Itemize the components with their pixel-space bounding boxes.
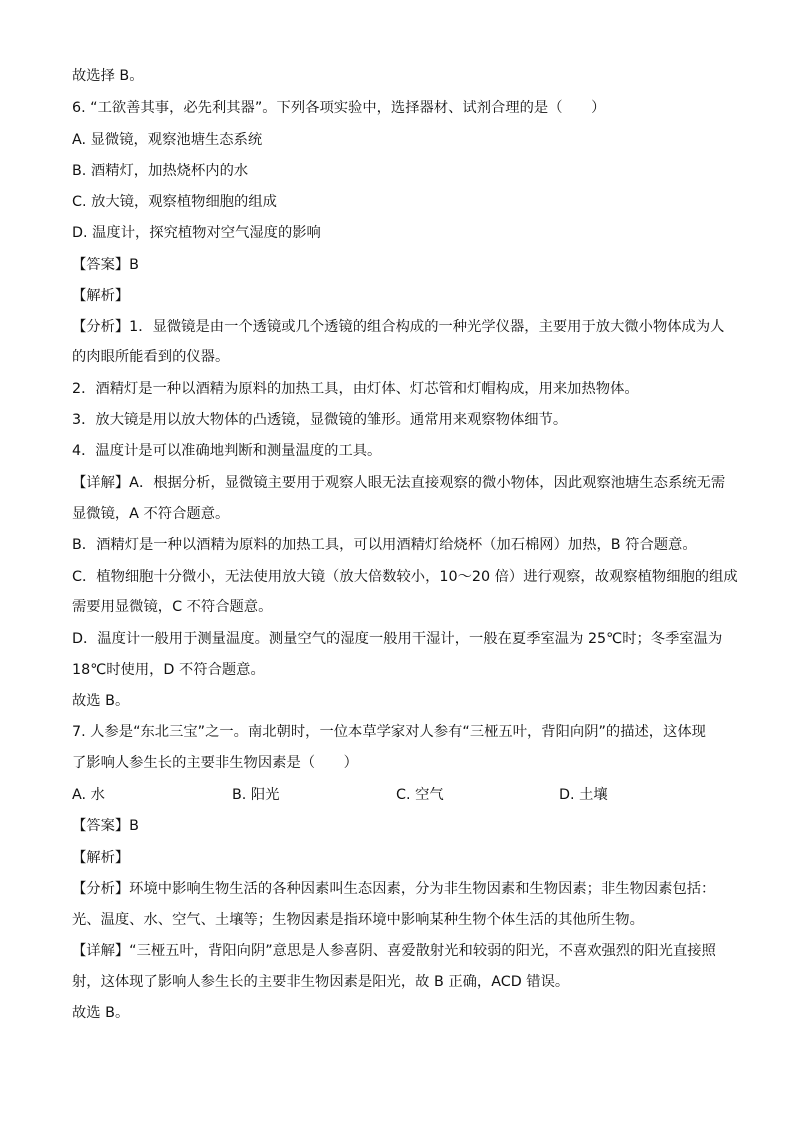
answer-label: 【答案】B <box>72 257 139 273</box>
detail-text: 射，这体现了影响人参生长的主要非生物因素是阳光，故 B 正确，ACD 错误。 <box>72 974 570 990</box>
conclusion-line: 故选 B。 <box>72 1005 130 1021</box>
detail-text: C．植物细胞十分微小，无法使用放大镜（放大倍数较小，10～20 倍）进行观察，故观察植物细胞的组成 <box>72 569 738 585</box>
analysis-label: 【解析】 <box>72 850 130 866</box>
question-7-option-c: C. 空气 <box>396 787 444 803</box>
question-7-option-d: D. 土壤 <box>559 787 608 803</box>
analysis-text: 【分析】1．显微镜是由一个透镜或几个透镜的组合构成的一种光学仪器，主要用于放大微小物体成为人 <box>72 319 725 335</box>
question-6-stem: 6. “工欲善其事，必先利其器”。下列各项实验中，选择器材、试剂合理的是（ ） <box>72 100 606 116</box>
detail-text: B．酒精灯是一种以酒精为原料的加热工具，可以用酒精灯给烧杯（加石棉网）加热，B 符合题意。 <box>72 537 697 553</box>
detail-text: D．温度计一般用于测量温度。测量空气的湿度一般用干湿计，一般在夏季室温为 25℃时；冬季室温为 <box>72 631 723 647</box>
detail-text: 【详解】“三桠五叶，背阳向阴”意思是人参喜阴、喜爱散射光和较弱的阳光，不喜欢强烈的阳光直接照 <box>72 943 716 959</box>
analysis-text: 【分析】环境中影响生物生活的各种因素叫生态因素，分为非生物因素和生物因素；非生物因素包括： <box>72 881 716 897</box>
detail-text: 18℃时使用，D 不符合题意。 <box>72 662 265 678</box>
detail-text: 【详解】A．根据分析，显微镜主要用于观察人眼无法直接观察的微小物体，因此观察池塘生态系统无需 <box>72 475 726 491</box>
detail-text: 显微镜，A 不符合题意。 <box>72 506 230 522</box>
question-7-options <box>72 785 722 805</box>
question-7-option-a: A. 水 <box>72 787 105 803</box>
analysis-text: 4．温度计是可以准确地判断和测量温度的工具。 <box>72 443 382 459</box>
detail-text: 需要用显微镜，C 不符合题意。 <box>72 599 273 615</box>
question-6-option-d: D. 温度计，探究植物对空气湿度的影响 <box>72 225 321 241</box>
question-6-option-a: A. 显微镜，观察池塘生态系统 <box>72 132 263 148</box>
question-6-option-c: C. 放大镜，观察植物细胞的组成 <box>72 194 277 210</box>
question-6-option-b: B. 酒精灯，加热烧杯内的水 <box>72 163 249 179</box>
question-7-option-b: B. 阳光 <box>232 787 280 803</box>
analysis-text: 的肉眼所能看到的仪器。 <box>72 349 230 365</box>
analysis-text: 光、温度、水、空气、土壤等；生物因素是指环境中影响某种生物个体生活的其他所生物。 <box>72 912 644 928</box>
analysis-label: 【解析】 <box>72 288 130 304</box>
analysis-text: 2．酒精灯是一种以酒精为原料的加热工具，由灯体、灯芯管和灯帽构成，用来加热物体。 <box>72 381 639 397</box>
question-7-stem: 7. 人参是“东北三宝”之一。南北朝时，一位本草学家对人参有“三桠五叶，背阳向阴”的描述，这体现 <box>72 724 706 740</box>
analysis-text: 3．放大镜是用以放大物体的凸透镜，显微镜的雏形。通常用来观察物体细节。 <box>72 412 568 428</box>
question-7-stem: 了影响人参生长的主要非生物因素是（ ） <box>72 755 358 771</box>
conclusion-line: 故选择 B。 <box>72 68 144 84</box>
answer-label: 【答案】B <box>72 818 139 834</box>
conclusion-line: 故选 B。 <box>72 693 130 709</box>
